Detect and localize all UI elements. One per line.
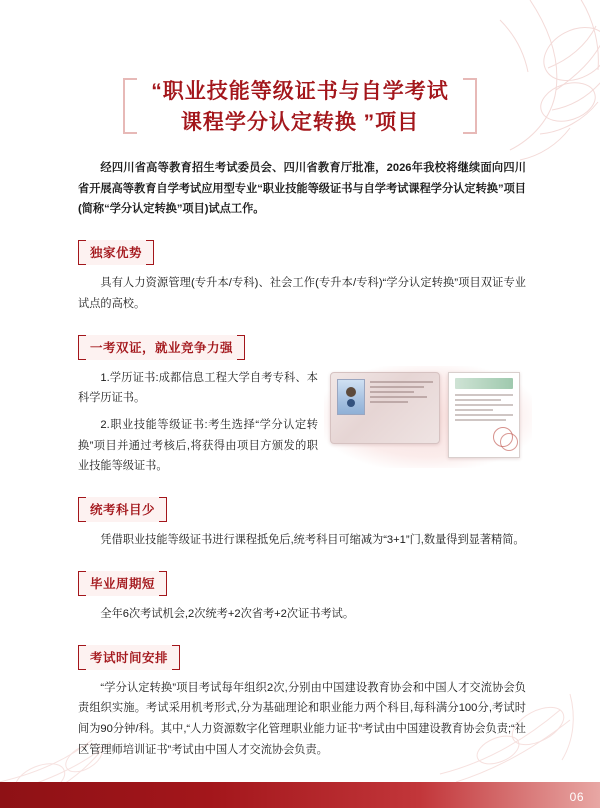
certificate-stamp-icon [493,427,513,447]
section-body [78,368,526,484]
section-body [78,604,526,625]
section-heading: 独家优势 [78,240,154,265]
section-body [78,530,526,551]
content-body [78,158,526,767]
section-paragraph: 具有人力资源管理(专升本/专科)、社会工作(专升本/专科)“学分认定转换”项目双证专业试点的高校。 [78,277,526,310]
certificate-text-lines [455,394,513,421]
id-photo [337,379,365,415]
certificate-image-group [330,372,526,458]
section-paragraph: “学分认定转换”项目考试每年组织2次,分别由中国建设教育协会和中国人才交流协会负责组织实施。考试采用机考形式,分为基础理论和职业能力两个科目,每科满分100分,考试时间为90分钟/科。其中,“人力资源数字化管理职业能力证书”考试由中国建设教育协会负责;“社区管理师培训证书”考试由中国人才交流协会负责。 [78,681,526,756]
title-bracket-frame [117,72,483,142]
section-paragraph: 凭借职业技能等级证书进行课程抵免后,统考科目可缩减为“3+1”门,数量得到显著精简。 [100,534,525,547]
section-body [78,678,526,761]
section-heading: 毕业周期短 [78,571,167,596]
section-exclusive-advantage [78,226,526,314]
certificate-header-band [455,378,513,389]
section-heading: 一考双证，就业竞争力强 [78,335,245,360]
section-paragraph: 2.职业技能等级证书:考生选择“学分认定转换”项目并通过考核后,将获得由项目方颁发的职业技能等级证书。 [78,419,318,473]
page-number: 06 [569,790,584,804]
section-body [78,273,526,314]
footer-bar [0,782,600,808]
title-line-1: “职业技能等级证书与自学考试 [151,80,449,103]
section-paragraph: 1.学历证书:成都信息工程大学自考专科、本科学历证书。 [78,371,318,405]
student-id-card-image [330,372,440,444]
section-exam-schedule [78,631,526,761]
section-paragraph: 全年6次考试机会,2次统考+2次省考+2次证书考试。 [100,607,355,620]
intro-paragraph: 经四川省高等教育招生考试委员会、四川省教育厅批准，2026年我校将继续面向四川省开展高等教育自学考试应用型专业“职业技能等级证书与自学考试课程学分认定转换”项目(简称“学分认定转换”项目)试点工作。 [78,162,526,216]
section-heading: 统考科目少 [78,497,167,522]
section-fewer-exams [78,483,526,551]
title-line-2: 课程学分认定转换 ”项目 [180,111,420,135]
id-text-lines [370,379,433,437]
section-short-graduation-cycle [78,557,526,625]
skill-certificate-image [448,372,520,458]
section-heading: 考试时间安排 [78,645,180,670]
section-dual-certificate [78,321,526,484]
page-title [0,72,600,142]
